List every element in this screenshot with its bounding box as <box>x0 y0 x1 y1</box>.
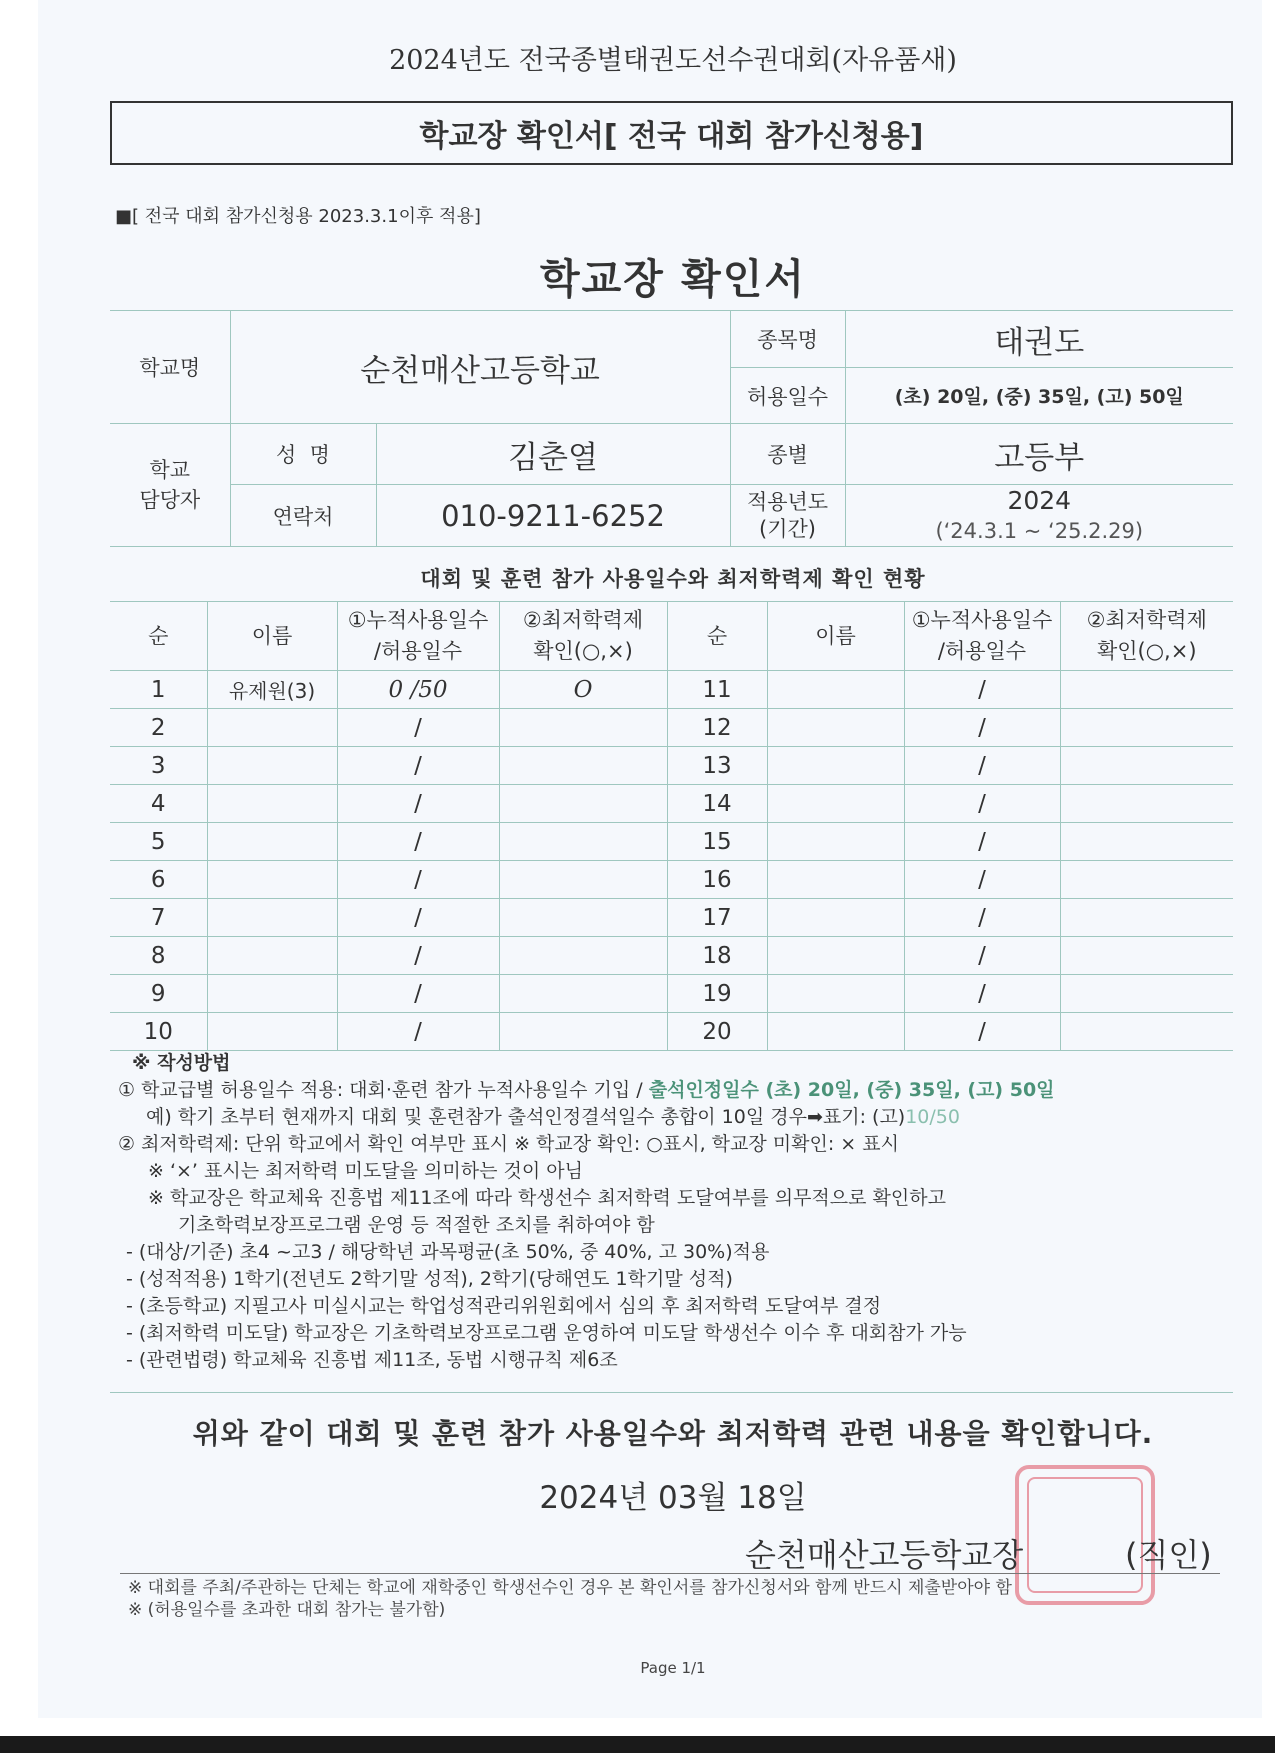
allow-days-label: 허용일수 <box>730 368 845 424</box>
row-name-2 <box>767 709 904 747</box>
row-no-2: 14 <box>667 785 767 823</box>
sport-value: 태권도 <box>845 311 1233 368</box>
row-no: 6 <box>110 861 207 899</box>
col-days <box>337 602 499 671</box>
row-no: 9 <box>110 975 207 1013</box>
col-check <box>499 602 667 671</box>
principal-name: 순천매산고등학교장 <box>745 1536 1024 1574</box>
row-name-2 <box>767 823 904 861</box>
contact-name: 김춘열 <box>376 424 730 485</box>
note-2-a: ※ ‘×’ 표시는 최저학력 미도달을 의미하는 것이 아님 <box>148 1160 583 1182</box>
row-check <box>499 785 667 823</box>
row-days-2: / <box>904 785 1060 823</box>
contact-group-label-2: 담당자 <box>139 488 201 512</box>
row-days-2: / <box>904 899 1060 937</box>
table-row <box>110 899 1233 937</box>
row-check-2 <box>1060 785 1233 823</box>
col-name-2: 이름 <box>767 602 904 671</box>
row-no: 10 <box>110 1013 207 1051</box>
row-name <box>207 975 337 1013</box>
col-days-2: /허용일수 <box>373 639 463 663</box>
table-row <box>110 785 1233 823</box>
row-no-2: 20 <box>667 1013 767 1051</box>
confirmation-statement: 위와 같이 대회 및 훈련 참가 사용일수와 최저학력 관련 내용을 확인합니다. <box>192 1417 1154 1450</box>
row-check <box>499 937 667 975</box>
year-label <box>730 485 845 547</box>
row-name <box>207 823 337 861</box>
sport-label: 종목명 <box>730 311 845 368</box>
row-check-2 <box>1060 861 1233 899</box>
row-no: 3 <box>110 747 207 785</box>
row-no-2: 12 <box>667 709 767 747</box>
row-check: O <box>499 671 667 709</box>
row-no-2: 11 <box>667 671 767 709</box>
page-number: Page 1/1 <box>640 1659 706 1677</box>
detail-4: - (최저학력 미도달) 학교장은 기초학력보장프로그램 운영하여 미도달 학생선수 이수 후 대회참가 가능 <box>126 1322 967 1344</box>
note-1-text: ① 학교급별 허용일수 적용: 대회·훈련 참가 누적사용일수 기입 / <box>118 1079 649 1101</box>
row-name <box>207 785 337 823</box>
row-days: / <box>337 899 499 937</box>
row-check-2 <box>1060 747 1233 785</box>
row-name-2 <box>767 671 904 709</box>
contact-group-label <box>110 424 230 547</box>
year-label-2: (기간) <box>759 516 816 541</box>
row-no: 4 <box>110 785 207 823</box>
row-name-2 <box>767 937 904 975</box>
row-no-2: 16 <box>667 861 767 899</box>
row-no: 7 <box>110 899 207 937</box>
row-check <box>499 709 667 747</box>
row-check <box>499 823 667 861</box>
table-row <box>110 937 1233 975</box>
seal-label: (직인) <box>1125 1536 1212 1574</box>
row-name-2 <box>767 747 904 785</box>
table-row <box>110 1013 1233 1051</box>
scope-note: ■[ 전국 대회 참가신청용 2023.3.1이후 적용] <box>115 206 481 227</box>
phone-label: 연락처 <box>230 485 376 547</box>
table-row <box>110 823 1233 861</box>
year-value: 2024 <box>1007 485 1072 515</box>
name-label: 성 명 <box>230 424 376 485</box>
note-2-c: 기초학력보장프로그램 운영 등 적절한 조치를 취하여야 함 <box>178 1214 655 1236</box>
row-check-2 <box>1060 709 1233 747</box>
row-days: / <box>337 709 499 747</box>
row-days-2: / <box>904 709 1060 747</box>
note-2: ② 최저학력제: 단위 학교에서 확인 여부만 표시 ※ 학교장 확인: ○표시, 학교장 미확인: × 표시 <box>118 1133 899 1155</box>
row-days: 0 /50 <box>337 671 499 709</box>
col-check-b <box>1060 602 1233 671</box>
row-check-2 <box>1060 823 1233 861</box>
document-title: 학교장 확인서 <box>540 255 806 303</box>
row-check-2 <box>1060 899 1233 937</box>
row-no-2: 15 <box>667 823 767 861</box>
row-check <box>499 861 667 899</box>
status-title: 대회 및 훈련 참가 사용일수와 최저학력제 확인 현황 <box>420 567 926 591</box>
info-table <box>110 310 1233 547</box>
row-check-2 <box>1060 671 1233 709</box>
division-value: 고등부 <box>845 424 1233 485</box>
col-check-2: 확인(○,×) <box>533 639 633 663</box>
note-1-example-text: 예) 학기 초부터 현재까지 대회 및 훈련참가 출석인정결석일수 총합이 10일 경우➡표기: (고) <box>146 1106 906 1128</box>
row-check <box>499 747 667 785</box>
row-days-2: / <box>904 975 1060 1013</box>
row-check-2 <box>1060 937 1233 975</box>
row-days-2: / <box>904 671 1060 709</box>
row-days-2: / <box>904 747 1060 785</box>
row-no-2: 17 <box>667 899 767 937</box>
notes-heading: ※ 작성방법 <box>132 1052 231 1074</box>
row-name <box>207 861 337 899</box>
year-label-1: 적용년도 <box>746 489 829 514</box>
row-days-2: / <box>904 823 1060 861</box>
row-days-2: / <box>904 937 1060 975</box>
col-no-2: 순 <box>667 602 767 671</box>
row-no: 8 <box>110 937 207 975</box>
footnote-line-2: ※ (허용일수를 초과한 대회 참가는 불가함) <box>128 1600 446 1620</box>
row-days: / <box>337 747 499 785</box>
row-check <box>499 975 667 1013</box>
school-name: 순천매산고등학교 <box>230 311 730 424</box>
table-row <box>110 709 1233 747</box>
col-check-1: ②최저학력제 <box>522 608 644 632</box>
row-name-2 <box>767 899 904 937</box>
year-cell <box>845 485 1233 547</box>
row-check-2 <box>1060 975 1233 1013</box>
row-days-2: / <box>904 1013 1060 1051</box>
row-name <box>207 937 337 975</box>
period-value: (‘24.3.1 ~ ‘25.2.29) <box>935 518 1144 543</box>
row-days: / <box>337 823 499 861</box>
division-label: 종별 <box>730 424 845 485</box>
row-name <box>207 1013 337 1051</box>
col-check-b-1: ②최저학력제 <box>1086 608 1207 632</box>
row-no-2: 18 <box>667 937 767 975</box>
detail-5: - (관련법령) 학교체육 진흥법 제11조, 동법 시행규칙 제6조 <box>126 1349 618 1371</box>
col-days-b <box>904 602 1060 671</box>
row-no: 2 <box>110 709 207 747</box>
row-name-2 <box>767 975 904 1013</box>
row-name <box>207 899 337 937</box>
document-box-title: 학교장 확인서[ 전국 대회 참가신청용] <box>110 101 1233 165</box>
row-days: / <box>337 1013 499 1051</box>
row-no: 5 <box>110 823 207 861</box>
note-1-example-value: 10/50 <box>905 1106 960 1128</box>
col-days-1: ①누적사용일수 <box>347 608 489 632</box>
table-row <box>110 671 1233 709</box>
row-name-2 <box>767 861 904 899</box>
row-name-2 <box>767 785 904 823</box>
confirmation-date: 2024년 03월 18일 <box>539 1480 807 1516</box>
table-row <box>110 861 1233 899</box>
row-no-2: 19 <box>667 975 767 1013</box>
row-name <box>207 747 337 785</box>
status-header-row <box>110 602 1233 671</box>
note-1-highlight: 출석인정일수 (초) 20일, (중) 35일, (고) 50일 <box>648 1079 1055 1101</box>
row-check <box>499 1013 667 1051</box>
note-1-example <box>118 1104 1238 1131</box>
detail-1: - (대상/기준) 초4 ~고3 / 해당학년 과목평균(초 50%, 중 40%, 고 30%)적용 <box>126 1241 770 1263</box>
col-no: 순 <box>110 602 207 671</box>
detail-2: - (성적적용) 1학기(전년도 2학기말 성적), 2학기(당해연도 1학기말 성적) <box>126 1268 733 1290</box>
row-check <box>499 899 667 937</box>
row-check-2 <box>1060 1013 1233 1051</box>
row-days: / <box>337 937 499 975</box>
col-days-b-1: ①누적사용일수 <box>911 608 1053 632</box>
phone-value: 010-9211-6252 <box>376 485 730 547</box>
row-days-2: / <box>904 861 1060 899</box>
scanner-edge <box>0 1736 1275 1753</box>
footnote-divider <box>120 1573 1220 1574</box>
notes-divider <box>110 1392 1233 1393</box>
school-label: 학교명 <box>110 311 230 424</box>
event-title: 2024년도 전국종별태권도선수권대회(자유품새) <box>389 45 957 76</box>
note-1 <box>118 1077 1238 1104</box>
detail-3: - (초등학교) 지필고사 미실시교는 학업성적관리위원회에서 심의 후 최저학력 도달여부 결정 <box>126 1295 882 1317</box>
note-2-b: ※ 학교장은 학교체육 진흥법 제11조에 따라 학생선수 최저학력 도달여부를 의무적으로 확인하고 <box>148 1187 946 1209</box>
footnote <box>128 1577 1238 1621</box>
footnote-line-1: ※ 대회를 주최/주관하는 단체는 학교에 재학중인 학생선수인 경우 본 확인서를 참가신청서와 함께 반드시 제출받아야 함 <box>128 1578 1012 1598</box>
row-no: 1 <box>110 671 207 709</box>
row-name <box>207 709 337 747</box>
row-name-2 <box>767 1013 904 1051</box>
row-days: / <box>337 785 499 823</box>
contact-group-label-1: 학교 <box>149 458 191 482</box>
status-table <box>110 601 1233 1051</box>
table-row <box>110 975 1233 1013</box>
col-check-b-2: 확인(○,×) <box>1096 639 1197 663</box>
row-days: / <box>337 861 499 899</box>
writing-notes <box>118 1050 1238 1374</box>
table-row <box>110 747 1233 785</box>
allow-days-value: (초) 20일, (중) 35일, (고) 50일 <box>845 368 1233 424</box>
col-name: 이름 <box>207 602 337 671</box>
row-days: / <box>337 975 499 1013</box>
col-days-b-2: /허용일수 <box>937 639 1027 663</box>
row-no-2: 13 <box>667 747 767 785</box>
row-name: 유제원(3) <box>207 671 337 709</box>
